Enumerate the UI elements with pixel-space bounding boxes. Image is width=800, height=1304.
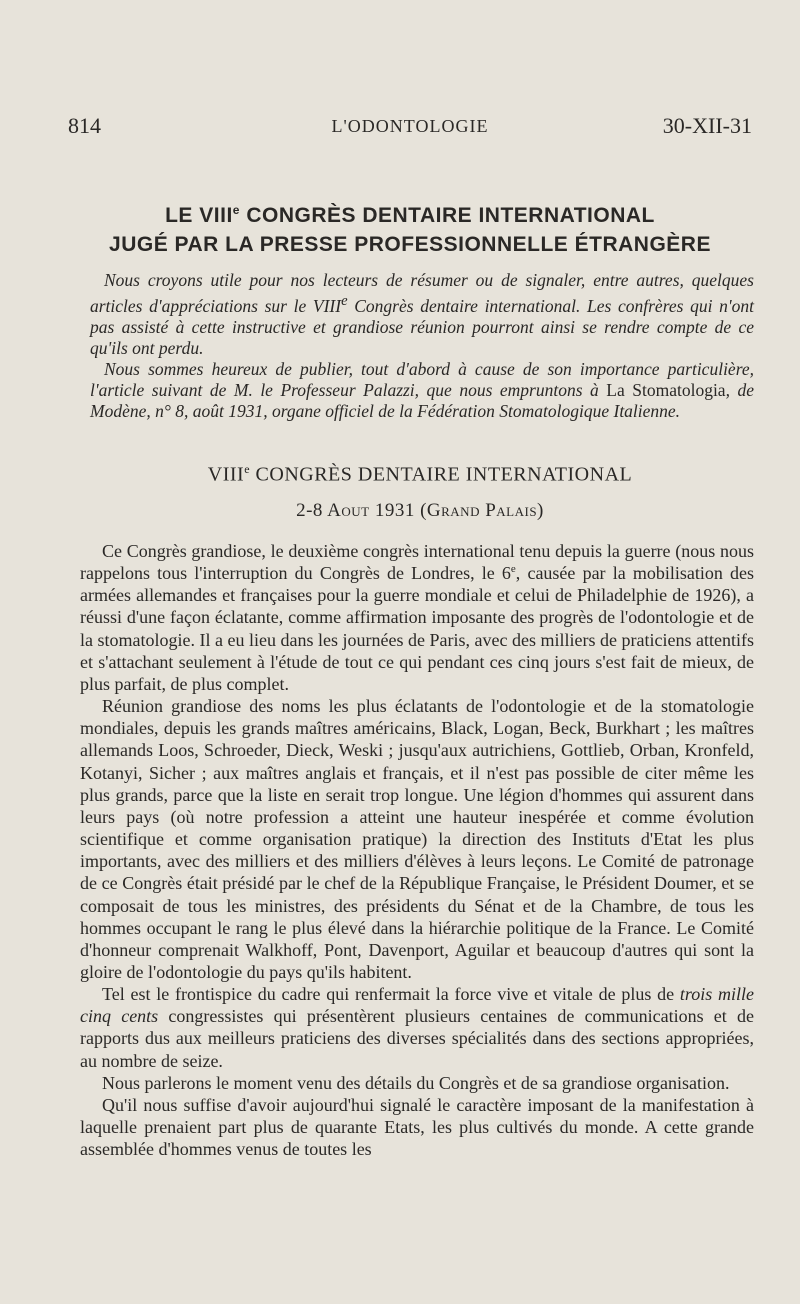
article-body [80, 540, 754, 1160]
section-dates: 2-8 Aout 1931 (Grand Palais) [296, 500, 544, 521]
cited-journal: La Stomatologia [606, 379, 726, 400]
intro-paragraph: Nous sommes heureux de publier, tout d'abord à cause de son importance particulière, l'article suivant de M. le Professeur Palazzi, que nous empruntons à La Stomatologia, de Modène, n° 8, août 1931, organe officiel de la Fédération Stomatologique Italienne. [90, 358, 754, 421]
article-title-line-2: JUGÉ PAR LA PRESSE PROFESSIONNELLE ÉTRANGÈRE [109, 233, 711, 256]
running-header [68, 113, 752, 139]
page-number: 814 [68, 113, 101, 138]
intro-paragraph: Nous croyons utile pour nos lecteurs de résumer ou de signaler, entre autres, quelques articles d'appréciations sur le VIIIe Congrès dentaire international. Les confrères qui n'ont pas assisté à cette instructive et grandiose réunion pourront ainsi se rendre compte de ce qu'ils ont perdu. [90, 270, 754, 358]
journal-title: L'ODONTOLOGIE [331, 116, 489, 136]
editorial-introduction [90, 270, 754, 422]
section-title: VIIIe CONGRÈS DENTAIRE INTERNATIONAL [207, 462, 633, 486]
issue-date: 30-XII-31 [662, 113, 752, 138]
body-paragraph: Réunion grandiose des noms les plus éclatants de l'odontologie et de la stomatologie mondiales, depuis les grands maîtres américains, Black, Logan, Beck, Burkhart ; les maîtres allemands Loos, Schroeder, Dieck, Weski ; jusqu'aux autrichiens, Gottlieb, Orban, Kronfeld, Kotanyi, Sicher ; aux maîtres anglais et français, et il n'est pas possible de citer même les plus grands, parce que la liste en serait trop longue. Une légion d'hommes qui assurent dans leurs pays (où notre profession a atteint une hauteur inespérée et comme évolution scientifique et comme organisation pratique) la direction des Instituts d'Etat les plus importants, avec des milliers et des milliers d'élèves à leurs leçons. Le Comité de patronage de ce Congrès était présidé par le chef de la République Française, le Président Doumer, et se composait de tous les ministres, des présidents du Sénat et de la Chambre, de tous les hommes occupant le rang le plus élevé dans la hiérarchie politique de la France. Le Comité d'honneur comprenait Walkhoff, Pont, Davenport, Aguilar et beaucoup d'autres qui sont la gloire de l'odontologie du pays qu'ils habitent. [80, 696, 754, 982]
body-paragraph: Qu'il nous suffise d'avoir aujourd'hui signalé le caractère imposant de la manifestation à laquelle prenaient part plus de quarante Etats, les plus cultivés du monde. A cette grande assemblée d'hommes venus de toutes les [80, 1094, 754, 1160]
article-title-line-1: LE VIIIe CONGRÈS DENTAIRE INTERNATIONAL [165, 203, 655, 227]
body-paragraph: Ce Congrès grandiose, le deuxième congrès international tenu depuis la guerre (nous nous rappelons tous l'interruption du Congrès de Londres, le 6e, causée par la mobilisation des armées allemandes et françaises pour la guerre mondiale et celui de Philadelphie de 1926), a réussi d'une façon éclatante, comme affirmation imposante des progrès de l'odontologie et de la stomatologie. Il a eu lieu dans les journées de Paris, avec des milliers de praticiens attentifs et s'attachant seulement à l'étude de tout ce qui pendant ces cinq jours s'est fait de mieux, de plus parfait, de plus complet. [80, 541, 754, 694]
body-paragraph: Tel est le frontispice du cadre qui renfermait la force vive et vitale de plus de trois mille cinq cents congressistes qui présentèrent plusieurs centaines de communications et de rapports dus aux meilleurs praticiens des diverses spécialités dans des sections appropriées, au nombre de seize. [80, 984, 754, 1071]
body-paragraph: Nous parlerons le moment venu des détails du Congrès et de sa grandiose organisation. [102, 1072, 730, 1093]
